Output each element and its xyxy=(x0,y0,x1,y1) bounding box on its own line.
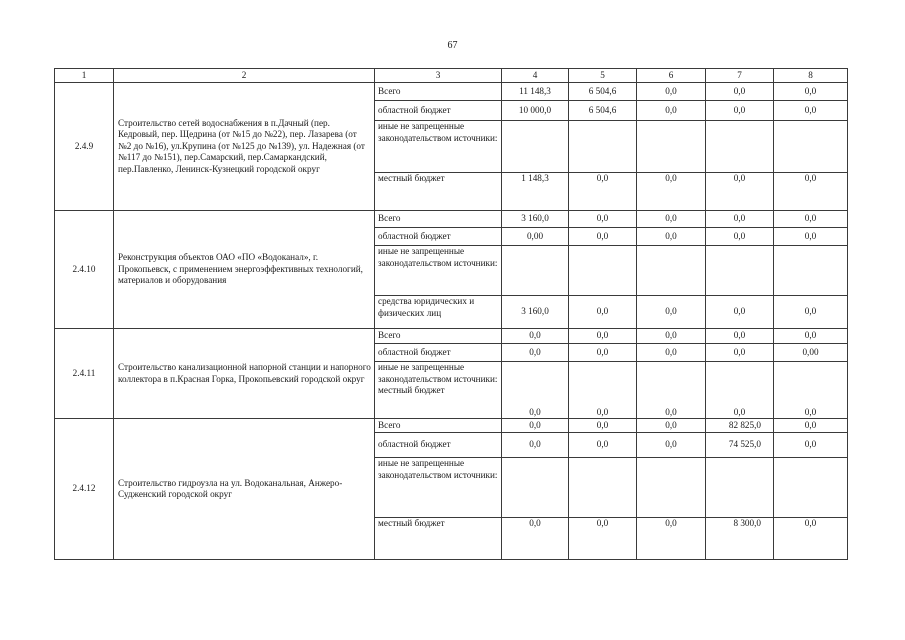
funding-source: областной бюджет xyxy=(375,433,502,458)
value-cell: 0,0 xyxy=(569,173,637,211)
value-cell xyxy=(774,121,848,173)
value-cell: 10 000,0 xyxy=(502,101,569,121)
value-cell: 0,0 xyxy=(502,518,569,560)
value-cell: 0,0 xyxy=(774,329,848,344)
item-number: 2.4.11 xyxy=(55,329,114,419)
value-cell: 0,0 xyxy=(502,329,569,344)
funding-source-label: иные не запрещенные законодательством источники: xyxy=(378,362,498,384)
value-cell: 0,0 xyxy=(774,83,848,101)
value-cell: 0,0 xyxy=(706,228,774,246)
funding-source: иные не запрещенные законодательством источники: xyxy=(375,121,502,173)
value-cell: 0,0 xyxy=(637,419,706,433)
value-cell xyxy=(637,246,706,296)
value-cell: 0,0 xyxy=(502,419,569,433)
header-cell: 5 xyxy=(569,69,637,83)
funding-source: иные не запрещенные законодательством источники: xyxy=(375,246,502,296)
value-cell: 0,0 xyxy=(502,433,569,458)
value-cell: 0,0 xyxy=(569,296,637,329)
funding-source: Всего xyxy=(375,211,502,228)
value-cell: 0,0 xyxy=(502,362,569,419)
funding-source: местный бюджет xyxy=(375,173,502,211)
value-cell: 0,0 xyxy=(706,329,774,344)
value-cell: 11 148,3 xyxy=(502,83,569,101)
value-cell xyxy=(706,121,774,173)
value-cell: 3 160,0 xyxy=(502,296,569,329)
value-cell: 0,0 xyxy=(706,362,774,419)
value-cell: 0,0 xyxy=(637,228,706,246)
funding-source xyxy=(375,362,502,419)
value-cell xyxy=(774,246,848,296)
value-cell: 0,0 xyxy=(502,344,569,362)
header-cell: 3 xyxy=(375,69,502,83)
value-cell: 6 504,6 xyxy=(569,101,637,121)
value-cell: 0,0 xyxy=(637,329,706,344)
value-cell: 0,0 xyxy=(774,173,848,211)
value-cell xyxy=(569,246,637,296)
funding-source: Всего xyxy=(375,83,502,101)
value-cell: 0,0 xyxy=(774,228,848,246)
value-cell: 0,0 xyxy=(569,228,637,246)
value-cell: 0,0 xyxy=(774,296,848,329)
value-cell: 0,0 xyxy=(774,419,848,433)
funding-source: иные не запрещенные законодательством источники: xyxy=(375,458,502,518)
header-cell: 1 xyxy=(55,69,114,83)
value-cell: 0,0 xyxy=(637,211,706,228)
value-cell: 0,00 xyxy=(774,344,848,362)
value-cell xyxy=(569,458,637,518)
item-number: 2.4.9 xyxy=(55,83,114,211)
funding-source: Всего xyxy=(375,329,502,344)
value-cell: 74 525,0 xyxy=(706,433,774,458)
value-cell xyxy=(569,121,637,173)
value-cell: 0,0 xyxy=(706,296,774,329)
header-cell: 2 xyxy=(114,69,375,83)
value-cell: 0,0 xyxy=(569,518,637,560)
funding-source: местный бюджет xyxy=(375,518,502,560)
value-cell: 0,0 xyxy=(637,362,706,419)
table-row xyxy=(55,329,848,344)
item-number: 2.4.10 xyxy=(55,211,114,329)
value-cell: 0,00 xyxy=(502,228,569,246)
table-row xyxy=(55,83,848,101)
value-cell xyxy=(502,246,569,296)
value-cell: 1 148,3 xyxy=(502,173,569,211)
value-cell: 6 504,6 xyxy=(569,83,637,101)
value-cell: 0,0 xyxy=(569,419,637,433)
value-cell xyxy=(706,458,774,518)
value-cell xyxy=(637,458,706,518)
value-cell: 0,0 xyxy=(706,211,774,228)
page-number: 67 xyxy=(447,40,458,51)
value-cell: 8 300,0 xyxy=(706,518,774,560)
item-name: Строительство канализационной напорной станции и напорного коллектора в п.Красная Горка, Прокопьевский городской округ xyxy=(114,329,375,419)
header-row xyxy=(55,69,848,83)
value-cell: 0,0 xyxy=(706,344,774,362)
value-cell xyxy=(502,121,569,173)
table-row xyxy=(55,419,848,433)
item-number: 2.4.12 xyxy=(55,419,114,560)
funding-source-sub: местный бюджет xyxy=(378,385,445,395)
header-cell: 4 xyxy=(502,69,569,83)
item-name: Строительство сетей водоснабжения в п.Дачный (пер. Кедровый, пер. Щедрина (от №15 до №22), пер. Лазарева (от №2 до №16), ул.Крупина (от №125 до №139), ул. Надежная (от №117 до №151), пер.Самарский, пер.Самаркандский, пер.Павленко, Ленинск-Кузнецкий городской округ xyxy=(114,83,375,211)
value-cell: 0,0 xyxy=(774,211,848,228)
funding-source: областной бюджет xyxy=(375,344,502,362)
value-cell: 0,0 xyxy=(706,173,774,211)
table-row xyxy=(55,211,848,228)
value-cell: 0,0 xyxy=(637,83,706,101)
value-cell: 0,0 xyxy=(706,101,774,121)
value-cell: 0,0 xyxy=(569,344,637,362)
funding-source: Всего xyxy=(375,419,502,433)
budget-table xyxy=(54,68,848,560)
value-cell: 0,0 xyxy=(569,433,637,458)
value-cell: 0,0 xyxy=(774,362,848,419)
funding-source: средства юридических и физических лиц xyxy=(375,296,502,329)
value-cell xyxy=(774,458,848,518)
value-cell: 0,0 xyxy=(774,518,848,560)
value-cell xyxy=(502,458,569,518)
value-cell: 0,0 xyxy=(569,211,637,228)
value-cell: 0,0 xyxy=(637,518,706,560)
header-cell: 7 xyxy=(706,69,774,83)
funding-source: областной бюджет xyxy=(375,101,502,121)
value-cell: 0,0 xyxy=(637,101,706,121)
header-cell: 6 xyxy=(637,69,706,83)
value-cell xyxy=(706,246,774,296)
value-cell: 0,0 xyxy=(637,433,706,458)
value-cell: 0,0 xyxy=(706,83,774,101)
funding-source: областной бюджет xyxy=(375,228,502,246)
value-cell: 0,0 xyxy=(569,362,637,419)
value-cell xyxy=(637,121,706,173)
item-name: Строительство гидроузла на ул. Водоканальная, Анжеро-Судженский городской округ xyxy=(114,419,375,560)
header-cell: 8 xyxy=(774,69,848,83)
value-cell: 0,0 xyxy=(569,329,637,344)
value-cell: 0,0 xyxy=(774,101,848,121)
item-name: Реконструкция объектов ОАО «ПО «Водоканал», г. Прокопьевск, с применением энергоэффективных технологий, материалов и оборудования xyxy=(114,211,375,329)
value-cell: 0,0 xyxy=(774,433,848,458)
value-cell: 82 825,0 xyxy=(706,419,774,433)
value-cell: 0,0 xyxy=(637,173,706,211)
value-cell: 0,0 xyxy=(637,344,706,362)
value-cell: 3 160,0 xyxy=(502,211,569,228)
value-cell: 0,0 xyxy=(637,296,706,329)
